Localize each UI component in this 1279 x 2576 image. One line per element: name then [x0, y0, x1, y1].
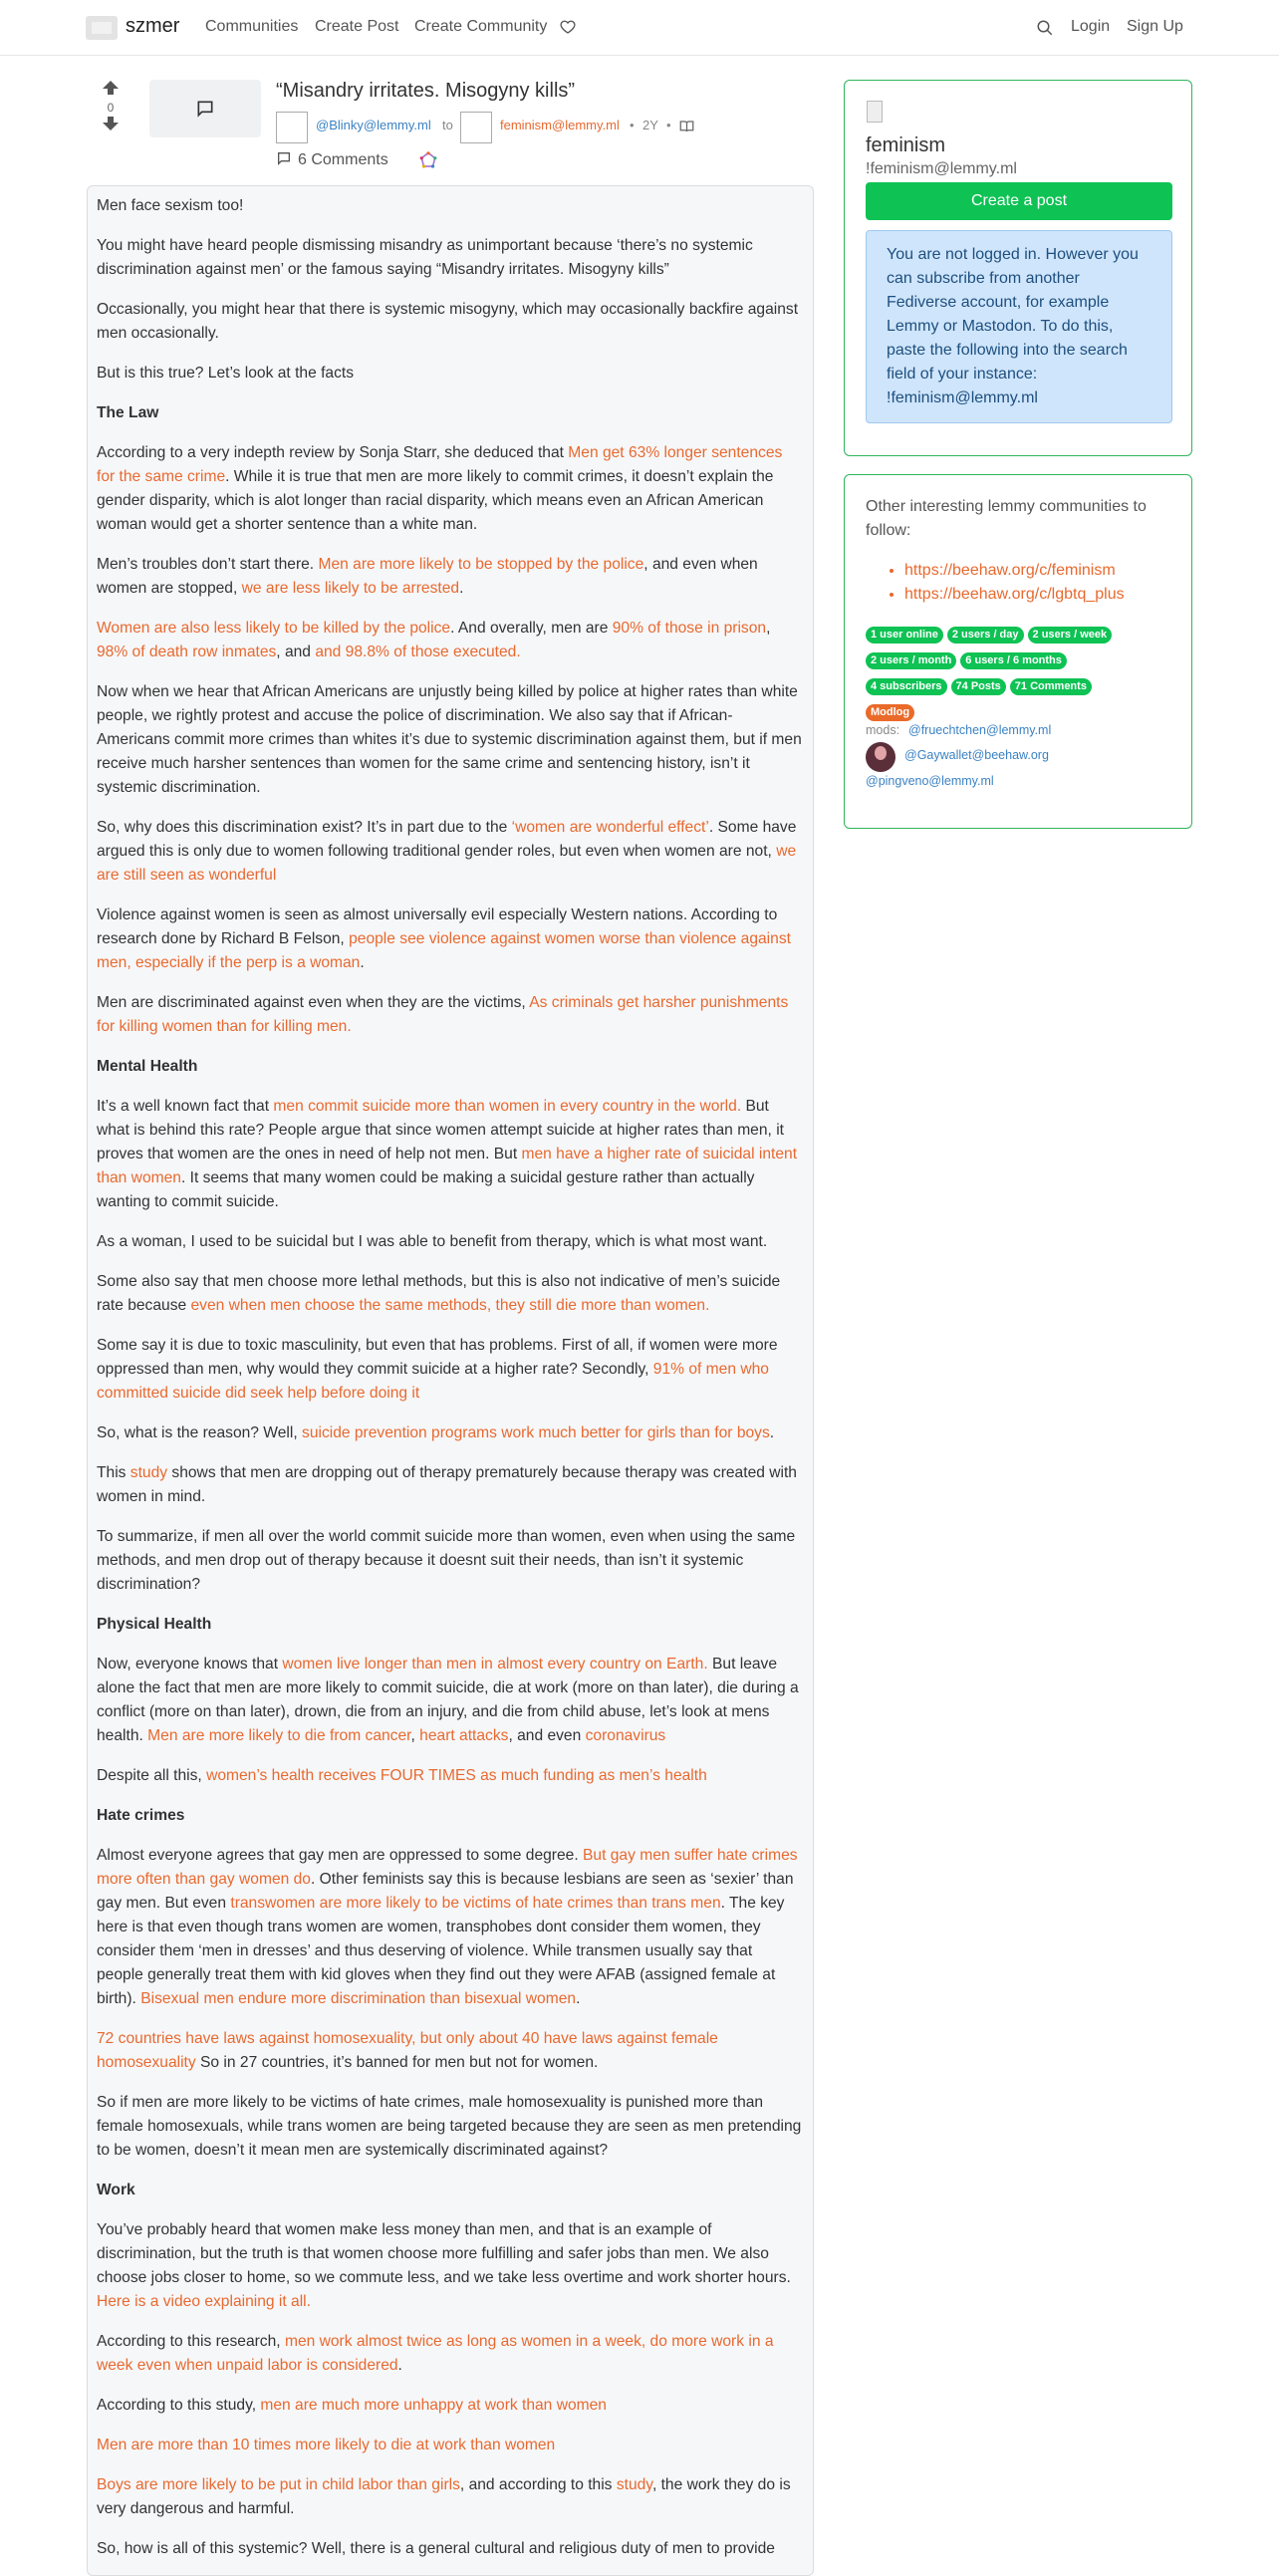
paragraph: Boys are more likely to be put in child labor than girls, and according to this study, the work they do is very dangerous and harmful. — [97, 2476, 791, 2517]
paragraph: Now when we hear that African Americans are unjustly being killed by police at higher rates than white people, we rightly protest and accuse the police of discrimination. We also say that if African-Americans commit more crimes than whites it’s due to systemic discrimination against them, but if men receive much harsher sentences than women for the same crime and sentencing history, isn’t it systemic discrimination. — [97, 683, 802, 796]
stat-badge: 2 users / month — [866, 652, 956, 669]
stat-badge: 74 Posts — [951, 678, 1006, 695]
section-heading-physical-health: Physical Health — [97, 1616, 212, 1633]
paragraph: Some say it is due to toxic masculinity, but even that has problems. First of all, if women were more oppressed than men, why would they commit suicide at a higher rate? Secondly, 91% of men who committed suicide did seek help before doing it — [97, 1337, 778, 1402]
fediverse-icon[interactable] — [419, 151, 437, 169]
link[interactable]: 72 countries have laws against homosexuality, but only about 40 have laws against female homosexuality — [97, 2030, 718, 2071]
post-age: 2Y — [642, 118, 658, 132]
link[interactable]: 90% of those in prison — [612, 620, 767, 637]
moderator-avatar — [866, 742, 895, 772]
link[interactable]: But gay men suffer hate crimes more often than gay women do — [97, 1847, 798, 1888]
stats-badges — [866, 625, 1184, 728]
book-icon[interactable] — [679, 120, 694, 133]
link[interactable]: 91% of men who committed suicide did seek help before doing it — [97, 1361, 769, 1402]
paragraph: Almost everyone agrees that gay men are oppressed to some degree. But gay men suffer hate crimes more often than gay women do. Other feminists say this is because lesbians are seen as ‘sexier’ than gay men. But even transwomen are more likely to be victims of hate crimes than trans men. The key here is that even though trans women are women, transphobes dont consider them women, they consider them ‘men in dresses’ and thus deserving of violence. While transmen usually say that people generally treat them with kid gloves when they find out they were AFAB (assigned female at birth). Bisexual men endure more discrimination than bisexual women. — [97, 1847, 798, 2007]
moderator-link[interactable]: @fruechtchen@lemmy.ml — [908, 723, 1052, 737]
moderator-link[interactable]: @pingveno@lemmy.ml — [866, 774, 994, 788]
link[interactable]: As criminals get harsher punishments for killing women than for killing men. — [97, 994, 789, 1035]
list-item[interactable]: • https://beehaw.org/c/feminism — [904, 559, 1125, 583]
link[interactable]: men have a higher rate of suicidal intent than women — [97, 1146, 798, 1186]
post-score: 0 — [107, 101, 115, 115]
paragraph: Some also say that men choose more lethal methods, but this is also not indicative of men’s suicide rate because even when men choose the same methods, they still die more than women. — [97, 1273, 781, 1314]
section-heading-work: Work — [97, 2182, 135, 2198]
login-link[interactable]: Login — [1071, 18, 1111, 35]
community-name[interactable]: feminism — [866, 134, 946, 156]
paragraph: But is this true? Let’s look at the facts — [97, 365, 355, 382]
link[interactable]: men are much more unhappy at work than women — [260, 2397, 607, 2414]
link[interactable]: heart attacks — [419, 1727, 509, 1744]
link[interactable]: Bisexual men endure more discrimination than bisexual women — [140, 1990, 577, 2007]
comment-icon — [276, 150, 292, 166]
post-community-link[interactable]: feminism@lemmy.ml — [500, 118, 620, 132]
paragraph: Violence against women is seen as almost universally evil especially Western nations. According to research done by Richard B Felson, people see violence against women worse than violence against men, especially if the perp is a woman. — [97, 906, 791, 971]
link[interactable]: Here is a video explaining it all. — [97, 2293, 311, 2310]
list-item[interactable]: • https://beehaw.org/c/lgbtq_plus — [904, 583, 1125, 607]
link[interactable]: 98% of death row inmates — [97, 644, 277, 660]
author-avatar — [276, 112, 308, 143]
link[interactable]: and 98.8% of those executed. — [315, 644, 521, 660]
link[interactable]: women live longer than men in almost every country on Earth. — [282, 1656, 708, 1673]
post-to-label: to — [442, 118, 453, 132]
section-heading-law: The Law — [97, 404, 159, 421]
paragraph: Occasionally, you might hear that there is systemic misogyny, which may occasionally backfire against men occasionally. — [97, 301, 799, 342]
navbar — [0, 0, 1279, 56]
community-info-card — [844, 80, 1192, 456]
meta-dot: • — [630, 118, 635, 132]
paragraph: 72 countries have laws against homosexuality, but only about 40 have laws against female homosexuality So in 27 countries, it’s banned for men but not for women. — [97, 2030, 718, 2071]
link[interactable]: coronavirus — [585, 1727, 666, 1744]
link[interactable]: Men get 63% longer sentences for the same crime — [97, 444, 783, 485]
link[interactable]: men commit suicide more than women in every country in the world. — [273, 1098, 742, 1115]
paragraph: According to this research, men work almost twice as long as women in a week, do more work in a week even when unpaid labor is considered. — [97, 2333, 774, 2374]
login-notice: You are not logged in. However you can subscribe from another Fediverse account, for example Lemmy or Mastodon. To do this, paste the following into the search field of your instance: !feminism@lemmy.ml — [866, 230, 1172, 423]
link[interactable]: we are still seen as wonderful — [97, 843, 797, 884]
link[interactable]: Men are more likely to be stopped by the police — [318, 556, 644, 573]
stat-badge: 2 users / week — [1028, 627, 1113, 644]
post-author-link[interactable]: @Blinky@lemmy.ml — [316, 118, 431, 132]
create-post-button[interactable]: Create a post — [866, 182, 1172, 220]
link[interactable]: we are less likely to be arrested — [241, 580, 460, 597]
paragraph: Men’s troubles don’t start there. Men are more likely to be stopped by the police, and even when women are stopped, we are less likely to be arrested. — [97, 556, 758, 597]
link[interactable]: ‘women are wonderful effect’ — [511, 819, 709, 836]
meta-dot: • — [666, 118, 671, 132]
upvote-arrow-icon[interactable] — [98, 80, 124, 96]
donate-heart-icon[interactable] — [560, 19, 576, 35]
paragraph: Men face sexism too! — [97, 197, 244, 214]
link[interactable]: study — [129, 1464, 168, 1481]
stat-badge: 2 users / day — [947, 627, 1024, 644]
post-title[interactable]: “Misandry irritates. Misogyny kills” — [276, 80, 576, 102]
site-logo-icon[interactable] — [86, 16, 118, 40]
paragraph: So, what is the reason? Well, suicide prevention programs work much better for girls than for boys. — [97, 1424, 775, 1441]
paragraph: To summarize, if men all over the world commit suicide more than women, even when using the same methods, and men drop out of therapy because it doesnt suit their needs, than isn’t it systemic discrimination? — [97, 1528, 796, 1593]
community-sidebar-card — [844, 474, 1192, 829]
paragraph: As a woman, I used to be suicidal but I was able to benefit from therapy, which is what most want. — [97, 1233, 768, 1250]
paragraph: This study shows that men are dropping out of therapy prematurely because therapy was created with women in mind. — [97, 1464, 797, 1505]
section-heading-hate-crimes: Hate crimes — [97, 1807, 185, 1824]
link[interactable]: transwomen are more likely to be victims of hate crimes than trans men — [230, 1895, 721, 1912]
nav-create-community-link[interactable]: Create Community — [414, 18, 548, 35]
link[interactable]: Women are also less likely to be killed by the police — [97, 620, 451, 637]
paragraph: Women are also less likely to be killed by the police. And overally, men are 90% of those in prison, 98% of death row inmates, and and 98.8% of those executed. — [97, 620, 771, 660]
paragraph: According to a very indepth review by Sonja Starr, she deduced that Men get 63% longer sentences for the same crime. While it is true that men are more likely to commit crimes, it doesn’t explain the gender disparity, which is alot longer than racial disparity, which means even an African American woman would get a shorter sentence than a white man. — [97, 444, 783, 533]
comments-link[interactable] — [276, 150, 388, 169]
community-icon — [867, 101, 883, 123]
link[interactable]: Boys are more likely to be put in child labor than girls — [97, 2476, 460, 2493]
paragraph: You’ve probably heard that women make less money than men, and that is an example of discrimination, but the truth is that women choose more fulfilling and safer jobs than men. We also choose jobs closer to home, so we commute less, and we take less overtime and work shorter hours. Here is a video explaining it all. — [97, 2221, 791, 2310]
stat-badge: 4 subscribers — [866, 678, 947, 695]
paragraph: Men are discriminated against even when they are the victims, As criminals get harsher punishments for killing women than for killing men. — [97, 994, 789, 1035]
link[interactable]: suicide prevention programs work much better for girls than for boys — [302, 1424, 770, 1441]
moderator-link[interactable]: @Gaywallet@beehaw.org — [904, 748, 1049, 762]
paragraph: According to this study, men are much more unhappy at work than women — [97, 2397, 607, 2414]
nav-communities-link[interactable]: Communities — [205, 18, 299, 35]
paragraph: Now, everyone knows that women live longer than men in almost every country on Earth. But leave alone the fact that men are more likely to commit suicide, die at work (more on than later), die during a conflict (more on than later), drown, die from an injury, and die from child abuse, let’s look at mens health. Men are more likely to die from cancer, heart attacks, and even coronavirus — [97, 1656, 799, 1744]
link[interactable]: Men are more likely to die from cancer — [147, 1727, 411, 1744]
search-icon[interactable] — [1036, 19, 1054, 37]
paragraph: You might have heard people dismissing misandry as unimportant because ‘there’s no systemic discrimination against men’ or the famous saying “Misandry irritates. Misogyny kills” — [97, 237, 753, 278]
link[interactable]: people see violence against women worse than violence against men, especially if the perp is a woman — [97, 930, 791, 971]
link[interactable]: women’s health receives FOUR TIMES as much funding as men’s health — [206, 1767, 707, 1784]
site-brand[interactable]: szmer — [126, 15, 180, 37]
section-heading-mental-health: Mental Health — [97, 1058, 198, 1075]
post-thumbnail[interactable] — [149, 80, 261, 137]
mods-label: mods: — [866, 723, 900, 737]
link[interactable]: Men are more than 10 times more likely to die at work than women — [97, 2437, 556, 2453]
paragraph — [97, 2434, 803, 2457]
downvote-arrow-icon[interactable] — [98, 116, 124, 131]
stat-badge: 1 user online — [866, 627, 943, 644]
paragraph: Despite all this, women’s health receives FOUR TIMES as much funding as men’s health — [97, 1767, 707, 1784]
link[interactable]: study — [616, 2476, 652, 2493]
link[interactable]: even when men choose the same methods, they still die more than women. — [190, 1297, 710, 1314]
paragraph: So, how is all of this systemic? Well, there is a general cultural and religious duty of men to provide — [97, 2540, 775, 2557]
modlog-button[interactable]: Modlog — [866, 704, 914, 721]
nav-create-post-link[interactable]: Create Post — [315, 18, 399, 35]
paragraph: It’s a well known fact that men commit suicide more than women in every country in the world. But what is behind this rate? People argue that since women attempt suicide at higher rates than men, it proves that women are the ones in need of help not men. But men have a higher rate of suicidal intent than women. It seems that many women could be making a suicidal gesture rather than actually wanting to commit suicide. — [97, 1098, 798, 1210]
community-avatar — [460, 112, 492, 143]
stat-badge: 6 users / 6 months — [960, 652, 1067, 669]
comments-count: 6 Comments — [298, 151, 388, 168]
community-handle: !feminism@lemmy.ml — [866, 160, 1017, 177]
stat-badge: 71 Comments — [1010, 678, 1092, 695]
text-post-icon — [195, 99, 215, 119]
post-body — [87, 185, 814, 2576]
paragraph: So, why does this discrimination exist? It’s in part due to the ‘women are wonderful effect’. Some have argued this is only due to women following traditional gender roles, but even when women are not, we are still seen as wonderful — [97, 819, 797, 884]
link[interactable]: men work almost twice as long as women in a week, do more work in a week even when unpaid labor is considered — [97, 2333, 774, 2374]
other-communities-list — [904, 559, 1125, 607]
paragraph: So if men are more likely to be victims of hate crimes, male homosexuality is punished more than female homosexuals, while trans women are being targeted because they are seen as men pretending to be women, doesn’t it mean men are systemically discriminated against? — [97, 2094, 802, 2159]
signup-link[interactable]: Sign Up — [1127, 18, 1183, 35]
other-communities-title: Other interesting lemmy communities to follow: — [866, 498, 1147, 539]
